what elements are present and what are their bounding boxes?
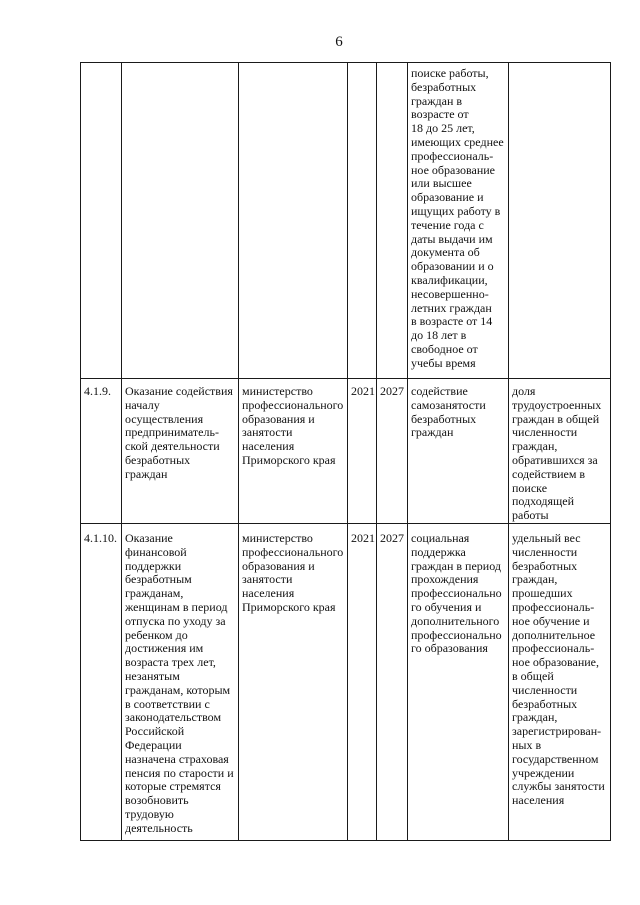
cell-number: 4.1.10. <box>81 524 122 841</box>
cell-start-year <box>348 63 377 379</box>
cell-number: 4.1.9. <box>81 379 122 524</box>
cell-executor: министерство профессионального образования и занятости населения Приморского края <box>239 379 348 524</box>
table-row <box>81 379 611 524</box>
cell-result: социальная поддержка граждан в период прохождения профессионально го обучения и дополнительного профессионально го образования <box>408 524 509 841</box>
cell-activity: Оказание содействия началу осуществления предприниматель- ской деятельности безработных граждан <box>122 379 239 524</box>
cell-executor <box>239 63 348 379</box>
program-measures-table <box>80 62 611 841</box>
cell-activity: Оказание финансовой поддержки безработным гражданам, женщинам в период отпуска по уходу за ребенком до достижения им возраста трех лет, незанятым гражданам, которым в соответствии с законодательством Российской Федерации назначена страховая пенсия по старости и которые стремятся возобновить трудовую деятельность <box>122 524 239 841</box>
cell-result: содействие самозанятости безработных граждан <box>408 379 509 524</box>
cell-start-year: 2021 <box>348 524 377 841</box>
page-number: 6 <box>335 34 343 50</box>
cell-activity <box>122 63 239 379</box>
cell-indicator <box>509 63 611 379</box>
cell-result: поиске работы, безработных граждан в возрасте от 18 до 25 лет, имеющих среднее профессиональ- ное образование или высшее образование и ищущих работу в течение года с даты выдачи им документа об образовании и о квалификации, несовершенно- летних граждан в возрасте от 14 до 18 лет в свободное от учебы время <box>408 63 509 379</box>
cell-number <box>81 63 122 379</box>
cell-end-year <box>377 63 408 379</box>
cell-start-year: 2021 <box>348 379 377 524</box>
cell-indicator: доля трудоустроенных граждан в общей численности граждан, обратившихся за содействием в поиске подходящей работы <box>509 379 611 524</box>
cell-end-year: 2027 <box>377 524 408 841</box>
table-row <box>81 63 611 379</box>
cell-indicator: удельный вес численности безработных граждан, прошедших профессиональ- ное обучение и дополнительное профессиональ- ное образование, в общей численности безработных граждан, зарегистрирован- ных в государственном учреждении службы занятости населения <box>509 524 611 841</box>
cell-end-year: 2027 <box>377 379 408 524</box>
cell-executor: министерство профессионального образования и занятости населения Приморского края <box>239 524 348 841</box>
table-row <box>81 524 611 841</box>
